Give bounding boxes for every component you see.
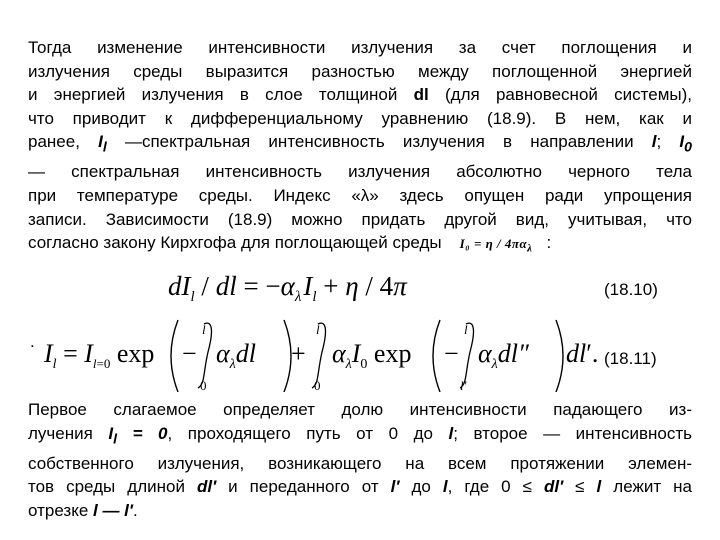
text-run: —спектральная интенсивность излучения в направлении (106, 132, 652, 152)
symbol-subscript: l (102, 139, 107, 156)
formula-text: I₀ = η / 4πα (459, 236, 528, 252)
svg-text:Il = Il=0 exp: $I_l = I_l=0$ exp (44, 339, 155, 372)
text-run: , проходящего путь от 0 до (167, 423, 449, 443)
symbol-l: l (448, 423, 454, 443)
text-run: ; второе — интенсивность (453, 423, 692, 443)
text-line (28, 422, 692, 452)
text-line: записи. Зависимости (18.9) можно придать другой вид, учитывая, что (28, 209, 692, 229)
svg-text:l: l (464, 322, 468, 337)
svg-text:l′: l′ (460, 378, 467, 392)
text-run: согласно закону Кирхгофа для поглощающей среды (28, 233, 442, 253)
text-line: излучения среды выразится разностью между поглощенной энергией (28, 61, 692, 81)
svg-text:αλdl: $\alpha_\lambda dl$ (216, 339, 256, 372)
text-line: при температуре среды. Индекс «λ» здесь опущен ради упрощения (28, 185, 692, 205)
paragraph-intro (28, 36, 692, 261)
text-line (28, 499, 692, 523)
svg-text:l: l (202, 322, 206, 337)
text-run: тов среды длиной (28, 477, 197, 497)
symbol-dl: dl (413, 85, 429, 105)
text-run: (для равновесной системы), (428, 85, 692, 105)
svg-text:αλdl″: $\alpha_\lambda dl''$ (478, 339, 529, 372)
svg-text:l: l (316, 322, 320, 337)
text-run: , где 0 ≤ (447, 477, 544, 497)
text-line: Первое слагаемое определяет долю интенсивности падающего из- (28, 400, 692, 419)
text-line: что приводит к дифференциальному уравнению (18.9). В нем, как и (28, 108, 692, 128)
symbol-base: I (108, 423, 114, 443)
symbol-base: I (98, 132, 103, 152)
text-run: ≤ (563, 477, 597, 497)
svg-text:0: 0 (314, 378, 321, 392)
svg-text:dl′.: dl′. (566, 339, 599, 368)
text-run: отрезке (28, 500, 94, 520)
symbol-eq-zero: = 0 (117, 423, 168, 443)
symbol-segment: l — l′ (93, 500, 133, 520)
symbol-subscript: l (113, 430, 118, 447)
text-run: и переданного от (216, 477, 391, 497)
svg-text:−: − (182, 339, 197, 368)
text-line (28, 231, 692, 261)
symbol-l: l (442, 477, 448, 497)
text-line (28, 130, 692, 160)
text-line (28, 83, 692, 107)
text-line: — спектральная интенсивность излучения абсолютно черного тела (28, 162, 692, 182)
symbol-dl-prime: dl′ (196, 477, 217, 497)
text-line: Тогда изменение интенсивности излучения за счет поглощения и (28, 38, 692, 57)
equation-lead-dot: . (30, 332, 35, 351)
svg-text:+: + (291, 339, 306, 368)
equation-number: (18.11) (604, 349, 657, 368)
symbol-l: l (596, 477, 602, 497)
symbol-l: l (651, 132, 657, 152)
text-run: лучения (28, 423, 109, 443)
text-run: до (399, 477, 443, 497)
formula-subscript: λ (527, 242, 533, 255)
equation-number: (18.10) (604, 280, 658, 299)
symbol-I-0 (679, 132, 693, 156)
svg-text:−: − (444, 339, 459, 368)
text-line (28, 475, 692, 499)
text-run: . (132, 500, 138, 520)
text-run: лежит на (601, 477, 692, 497)
svg-text:αλI0 exp: $\alpha_\lambda I_0$ exp (332, 339, 412, 372)
symbol-dl-prime: dl′ (543, 477, 564, 497)
text-run: и энергией излучения в слое толщиной (28, 85, 414, 105)
svg-text:0: 0 (200, 378, 207, 392)
paragraph-explanation (28, 398, 692, 522)
symbol-subscript: 0 (684, 139, 693, 156)
text-line: собственного излучения, возникающего на всем протяжении элемен- (28, 453, 692, 473)
text-run: : (546, 233, 552, 253)
text-run: ранее, (28, 132, 99, 152)
text-run: ; (656, 132, 680, 152)
symbol-I-l (108, 423, 118, 447)
symbol-l-prime: l′ (390, 477, 400, 497)
kirchhoff-formula (459, 236, 533, 255)
equation-18-10-glyphs: $dI_l$ / dl = $-\alpha_\lambda I_l + \eta / 4\pi$ (168, 271, 407, 305)
symbol-I-l (98, 132, 107, 156)
symbol-base: I (679, 132, 685, 152)
